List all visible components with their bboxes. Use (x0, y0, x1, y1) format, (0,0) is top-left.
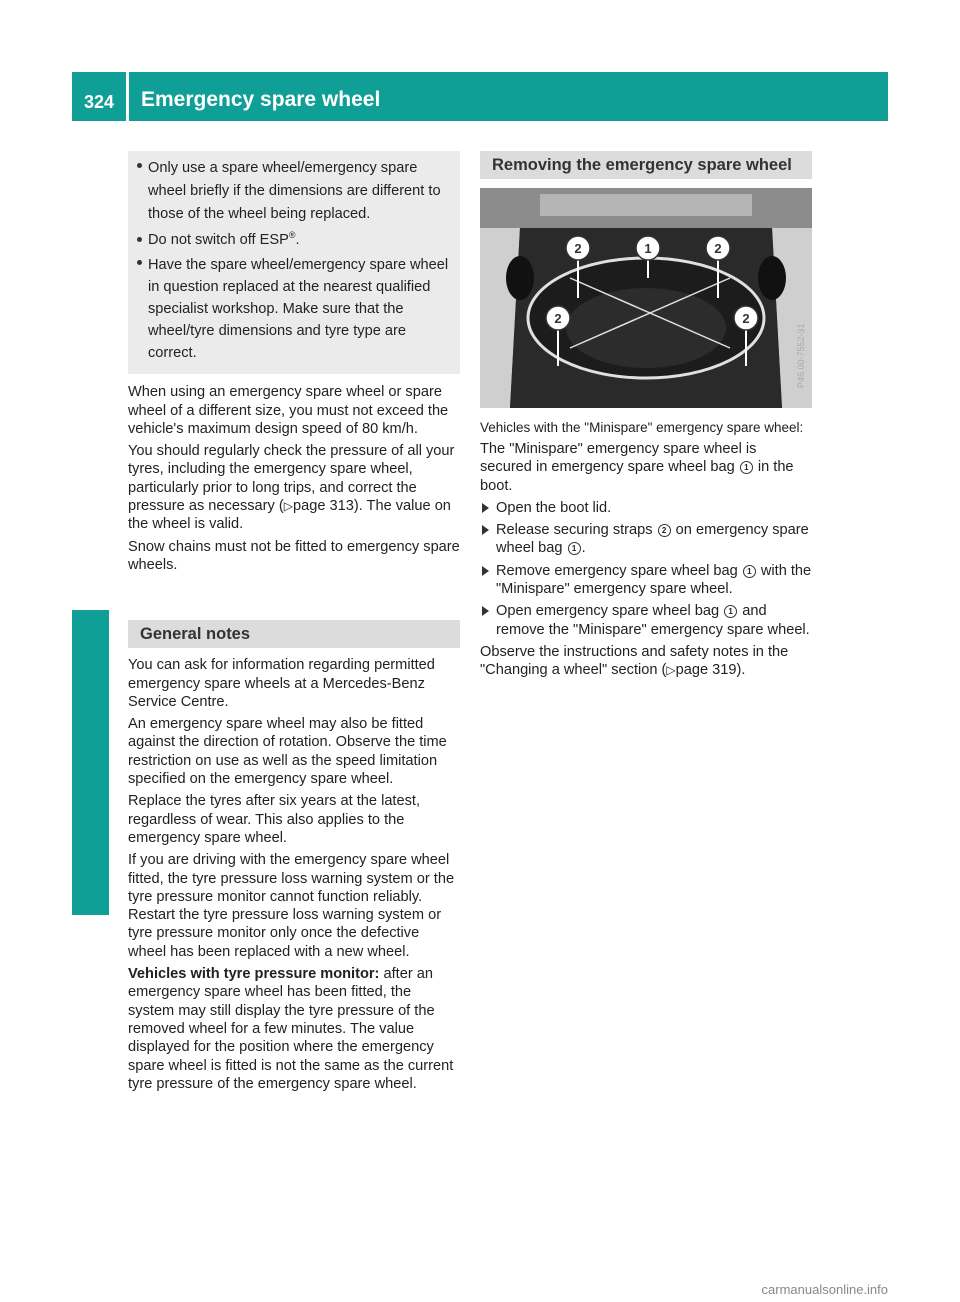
boot-photo (480, 188, 812, 408)
paragraph: Replace the tyres after six years at the latest, regardless of wear. This also applies to the emergency spare wheel. (128, 793, 421, 846)
paragraph: Vehicles with tyre pressure monitor: after an emergency spare wheel has been fitted, the system may still display the tyre pressure of the removed wheel for a few minutes. The value displayed for the position where the emergency spare wheel is fitted is not the same as the current tyre pressure of the emergency spare wheel. (128, 966, 454, 1092)
callout-2-inline: 2 (658, 524, 671, 537)
section-heading-removing: Removing the emergency spare wheel (480, 151, 812, 179)
page-ref-link[interactable]: page 313 (292, 498, 354, 515)
side-tab-label (72, 610, 109, 885)
callout-2: 2 (554, 311, 562, 326)
paragraph: If you are driving with the emergency spare wheel fitted, the tyre pressure loss warning system or the tyre pressure monitor cannot function reliably. Restart the tyre pressure loss warning system or tyre pressure monitor only once the defective wheel has been replaced with a new wheel. (128, 852, 455, 960)
page-ref-link[interactable]: page 319 (675, 662, 737, 679)
registered-mark: ® (288, 230, 296, 241)
notice-box (128, 151, 460, 374)
step-item: Release securing straps 2 on emergency spare wheel bag 1 . (480, 521, 812, 558)
paragraph: You can ask for information regarding permitted emergency spare wheels at a Mercedes-Benz Service Centre. (128, 657, 435, 710)
photo-caption: Vehicles with the "Minispare" emergency spare wheel: (480, 420, 804, 435)
paragraph: Observe the instructions and safety notes in the "Changing a wheel" section (▷page 319). (480, 643, 789, 679)
right-column (480, 151, 812, 684)
photo-ref-code: P46.00-7552-31 (796, 323, 806, 388)
callout-1: 1 (644, 241, 652, 256)
step-item: Open emergency spare wheel bag 1 and remove the "Minispare" emergency spare wheel. (480, 602, 812, 639)
callout-1-inline: 1 (743, 565, 756, 578)
notice-bullet: Have the spare wheel/emergency spare wheel in question replaced at the nearest qualified specialist workshop. Make sure that the wheel/tyre dimensions and tyre type are correct. (136, 254, 452, 364)
paragraph: You should regularly check the pressure of all your tyres, including the emergency spare wheel, particularly prior to long trips, and correct the pressure as necessary (▷page 313). The value on the wheel is valid. (128, 443, 455, 533)
paragraph: When using an emergency spare wheel or spare wheel of a different size, you must not exceed the vehicle's maximum design speed of 80 km/h. (128, 384, 449, 437)
callout-1-inline: 1 (568, 542, 581, 555)
callout-2: 2 (714, 241, 722, 256)
left-column (128, 151, 460, 1097)
page-ref-arrow-icon: ▷ (283, 499, 293, 514)
section-heading-general-notes: General notes (128, 620, 460, 648)
callout-2: 2 (574, 241, 582, 256)
callout-1-inline: 1 (740, 461, 753, 474)
page-ref-arrow-icon: ▷ (666, 663, 676, 678)
callout-1-inline: 1 (724, 605, 737, 618)
page-number: 324 (83, 92, 115, 112)
callout-2: 2 (742, 311, 750, 326)
boot-illustration (480, 188, 812, 408)
page-title: Emergency spare wheel (141, 88, 381, 111)
paragraph: The "Minispare" emergency spare wheel is secured in emergency spare wheel bag 1 in the boot. (480, 441, 794, 494)
notice-bullet: Only use a spare wheel/emergency spare wheel briefly if the dimensions are different to those of the wheel being replaced. (136, 157, 452, 226)
notice-bullet: Do not switch off ESP®. (136, 231, 452, 249)
step-item: Open the boot lid. (480, 499, 812, 517)
side-tab-text: Wheels and tyres (78, 661, 102, 834)
header-divider (126, 72, 129, 121)
paragraph: An emergency spare wheel may also be fitted against the direction of rotation. Observe the time restriction on use as well as the speed limitation specified on the emergency spare wheel. (128, 716, 447, 788)
step-item: Remove emergency spare wheel bag 1 with the "Minispare" emergency spare wheel. (480, 562, 812, 599)
watermark: carmanualsonline.info (761, 1282, 888, 1297)
paragraph: Snow chains must not be fitted to emergency spare wheels. (128, 538, 460, 573)
